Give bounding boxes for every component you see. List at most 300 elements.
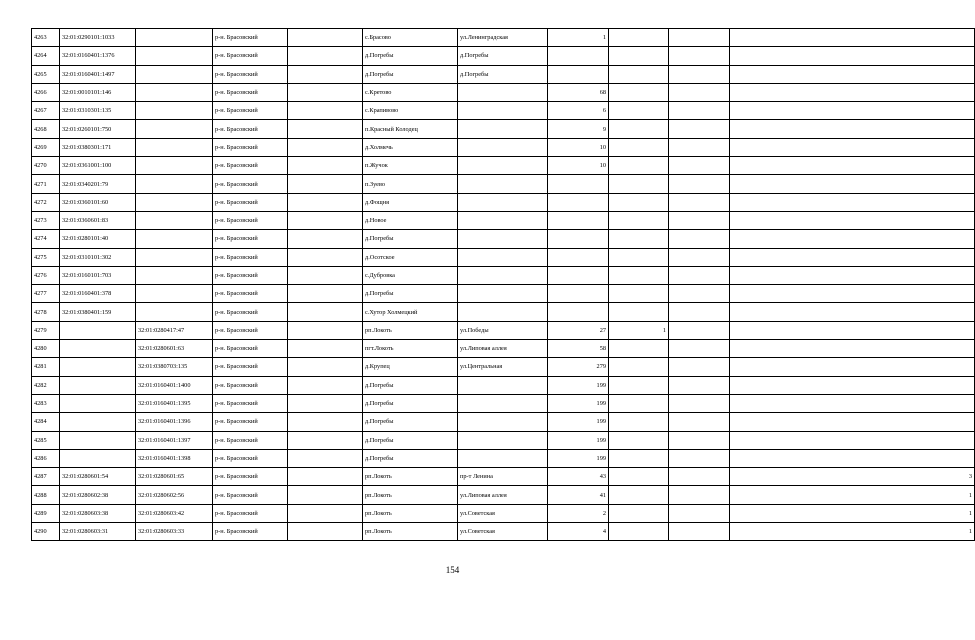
table-row	[32, 175, 975, 193]
cell-street	[458, 120, 548, 138]
cell-house-number: 68	[548, 83, 609, 101]
cell-record-number: 4273	[32, 211, 60, 229]
cell-cadastral-number	[60, 431, 136, 449]
cell-column-10	[669, 468, 730, 486]
cell-building	[609, 230, 669, 248]
cell-street	[458, 266, 548, 284]
cell-settlement: д.Крупец	[363, 358, 458, 376]
cell-column-10	[669, 102, 730, 120]
cell-settlement: рп.Локоть	[363, 523, 458, 541]
cell-column-5	[288, 431, 363, 449]
table-row	[32, 248, 975, 266]
cell-building	[609, 413, 669, 431]
cell-column-11	[730, 230, 975, 248]
cell-house-number	[548, 65, 609, 83]
cell-house-number: 279	[548, 358, 609, 376]
cell-column-10	[669, 211, 730, 229]
cell-column-11	[730, 193, 975, 211]
table-row	[32, 47, 975, 65]
cell-column-5	[288, 211, 363, 229]
cell-column-10	[669, 376, 730, 394]
cell-column-11	[730, 303, 975, 321]
cell-column-11	[730, 120, 975, 138]
cell-column-11	[730, 211, 975, 229]
cell-settlement: д.Погребы	[363, 47, 458, 65]
cell-district: р-н. Брасовский	[213, 120, 288, 138]
cell-district: р-н. Брасовский	[213, 504, 288, 522]
cell-settlement: д.Холмечь	[363, 138, 458, 156]
cell-street	[458, 157, 548, 175]
cell-building	[609, 266, 669, 284]
cell-cadastral-number: 32:01:0380301:171	[60, 138, 136, 156]
cell-district: р-н. Брасовский	[213, 468, 288, 486]
cell-district: р-н. Брасовский	[213, 102, 288, 120]
cell-district: р-н. Брасовский	[213, 394, 288, 412]
cell-cadastral-number: 32:01:0310301:135	[60, 102, 136, 120]
cell-building	[609, 358, 669, 376]
registry-table	[31, 28, 975, 541]
cell-column-11	[730, 321, 975, 339]
cell-street: ул.Центральная	[458, 358, 548, 376]
cell-street	[458, 449, 548, 467]
cell-district: р-н. Брасовский	[213, 486, 288, 504]
cell-column-5	[288, 523, 363, 541]
cell-building	[609, 285, 669, 303]
cell-street	[458, 83, 548, 101]
cell-column-5	[288, 504, 363, 522]
cell-column-10	[669, 358, 730, 376]
cell-column-10	[669, 120, 730, 138]
cell-column-5	[288, 193, 363, 211]
cell-parent-cadastral-number: 32:01:0280603:33	[136, 523, 213, 541]
cell-parent-cadastral-number: 32:01:0280602:56	[136, 486, 213, 504]
cell-record-number: 4277	[32, 285, 60, 303]
cell-street	[458, 431, 548, 449]
cell-column-5	[288, 248, 363, 266]
cell-cadastral-number: 32:01:0280101:40	[60, 230, 136, 248]
cell-record-number: 4265	[32, 65, 60, 83]
cell-building	[609, 394, 669, 412]
table-row	[32, 102, 975, 120]
cell-settlement: п.Зуево	[363, 175, 458, 193]
cell-building	[609, 193, 669, 211]
table-row	[32, 431, 975, 449]
cell-settlement: д.Погребы	[363, 376, 458, 394]
cell-district: р-н. Брасовский	[213, 303, 288, 321]
cell-column-5	[288, 468, 363, 486]
cell-house-number: 199	[548, 449, 609, 467]
cell-building	[609, 83, 669, 101]
cell-column-5	[288, 394, 363, 412]
cell-house-number: 1	[548, 29, 609, 47]
cell-column-10	[669, 157, 730, 175]
cell-district: р-н. Брасовский	[213, 193, 288, 211]
cell-record-number: 4281	[32, 358, 60, 376]
cell-record-number: 4289	[32, 504, 60, 522]
cell-record-number: 4275	[32, 248, 60, 266]
cell-settlement: п.Красный Колодец	[363, 120, 458, 138]
cell-record-number: 4286	[32, 449, 60, 467]
cell-record-number: 4283	[32, 394, 60, 412]
cell-column-5	[288, 266, 363, 284]
cell-parent-cadastral-number	[136, 248, 213, 266]
cell-house-number: 27	[548, 321, 609, 339]
cell-settlement: д.Фощня	[363, 193, 458, 211]
cell-parent-cadastral-number: 32:01:0160401:1397	[136, 431, 213, 449]
cell-record-number: 4282	[32, 376, 60, 394]
cell-parent-cadastral-number	[136, 157, 213, 175]
cell-parent-cadastral-number: 32:01:0280417:47	[136, 321, 213, 339]
cell-column-5	[288, 376, 363, 394]
cell-building	[609, 175, 669, 193]
cell-building	[609, 29, 669, 47]
cell-settlement: с.Дубровка	[363, 266, 458, 284]
cell-building	[609, 138, 669, 156]
cell-column-10	[669, 413, 730, 431]
cell-parent-cadastral-number	[136, 303, 213, 321]
cell-district: р-н. Брасовский	[213, 449, 288, 467]
cell-column-5	[288, 102, 363, 120]
cell-house-number: 58	[548, 340, 609, 358]
cell-parent-cadastral-number: 32:01:0280601:63	[136, 340, 213, 358]
cell-house-number	[548, 175, 609, 193]
cell-record-number: 4276	[32, 266, 60, 284]
cell-district: р-н. Брасовский	[213, 248, 288, 266]
cell-street	[458, 376, 548, 394]
cell-column-10	[669, 394, 730, 412]
cell-column-10	[669, 504, 730, 522]
table-row	[32, 120, 975, 138]
cell-column-5	[288, 358, 363, 376]
cell-column-5	[288, 303, 363, 321]
cell-record-number: 4279	[32, 321, 60, 339]
cell-street	[458, 211, 548, 229]
cell-street	[458, 413, 548, 431]
cell-column-10	[669, 285, 730, 303]
table-row	[32, 413, 975, 431]
cell-street	[458, 303, 548, 321]
cell-parent-cadastral-number	[136, 47, 213, 65]
cell-column-11	[730, 285, 975, 303]
cell-column-5	[288, 486, 363, 504]
cell-building	[609, 449, 669, 467]
table-row	[32, 157, 975, 175]
cell-column-11	[730, 102, 975, 120]
table-row	[32, 394, 975, 412]
cell-record-number: 4284	[32, 413, 60, 431]
cell-settlement: д.Новое	[363, 211, 458, 229]
cell-settlement: рп.Локоть	[363, 321, 458, 339]
cell-building	[609, 303, 669, 321]
cell-settlement: д.Погребы	[363, 65, 458, 83]
cell-column-10	[669, 321, 730, 339]
cell-street: д.Погребы	[458, 65, 548, 83]
cell-street: пр-т Ленина	[458, 468, 548, 486]
cell-record-number: 4285	[32, 431, 60, 449]
cell-column-11	[730, 83, 975, 101]
cell-column-10	[669, 230, 730, 248]
cell-house-number: 2	[548, 504, 609, 522]
table-row	[32, 83, 975, 101]
cell-building	[609, 248, 669, 266]
cell-column-10	[669, 266, 730, 284]
cell-column-5	[288, 47, 363, 65]
cell-street	[458, 230, 548, 248]
cell-settlement: д.Погребы	[363, 431, 458, 449]
cell-column-10	[669, 303, 730, 321]
cell-column-5	[288, 230, 363, 248]
cell-cadastral-number: 32:01:0160401:1376	[60, 47, 136, 65]
cell-house-number: 199	[548, 394, 609, 412]
cell-parent-cadastral-number	[136, 102, 213, 120]
cell-column-11	[730, 157, 975, 175]
page-number: 154	[445, 565, 460, 575]
cell-house-number	[548, 285, 609, 303]
cell-settlement: д.Погребы	[363, 449, 458, 467]
table-row	[32, 303, 975, 321]
cell-district: р-н. Брасовский	[213, 175, 288, 193]
cell-column-10	[669, 431, 730, 449]
cell-cadastral-number: 32:01:0280602:38	[60, 486, 136, 504]
cell-record-number: 4269	[32, 138, 60, 156]
cell-district: р-н. Брасовский	[213, 138, 288, 156]
cell-street: ул.Советская	[458, 504, 548, 522]
table-row	[32, 486, 975, 504]
cell-district: р-н. Брасовский	[213, 211, 288, 229]
cell-record-number: 4278	[32, 303, 60, 321]
cell-column-5	[288, 157, 363, 175]
cell-column-5	[288, 138, 363, 156]
cell-parent-cadastral-number	[136, 193, 213, 211]
cell-column-11	[730, 394, 975, 412]
cell-building	[609, 486, 669, 504]
cell-column-11	[730, 358, 975, 376]
cell-cadastral-number	[60, 376, 136, 394]
cell-record-number: 4270	[32, 157, 60, 175]
cell-parent-cadastral-number	[136, 285, 213, 303]
cell-district: р-н. Брасовский	[213, 29, 288, 47]
table-row	[32, 358, 975, 376]
cell-house-number: 43	[548, 468, 609, 486]
cell-parent-cadastral-number	[136, 138, 213, 156]
cell-district: р-н. Брасовский	[213, 358, 288, 376]
cell-parent-cadastral-number	[136, 175, 213, 193]
cell-parent-cadastral-number	[136, 120, 213, 138]
cell-street	[458, 102, 548, 120]
table-row	[32, 523, 975, 541]
cell-building	[609, 157, 669, 175]
cell-cadastral-number	[60, 340, 136, 358]
cell-record-number: 4288	[32, 486, 60, 504]
cell-settlement: п.Жучок	[363, 157, 458, 175]
cell-cadastral-number: 32:01:0280603:31	[60, 523, 136, 541]
cell-settlement: с.Хутор Холмецкий	[363, 303, 458, 321]
cell-district: р-н. Брасовский	[213, 285, 288, 303]
cell-record-number: 4287	[32, 468, 60, 486]
cell-column-5	[288, 413, 363, 431]
cell-parent-cadastral-number: 32:01:0160401:1398	[136, 449, 213, 467]
cell-building	[609, 504, 669, 522]
cell-column-11	[730, 65, 975, 83]
cell-parent-cadastral-number: 32:01:0160401:1400	[136, 376, 213, 394]
cell-column-11	[730, 47, 975, 65]
cell-cadastral-number: 32:01:0340201:79	[60, 175, 136, 193]
cell-cadastral-number	[60, 449, 136, 467]
cell-record-number: 4272	[32, 193, 60, 211]
cell-column-11	[730, 449, 975, 467]
cell-settlement: с.Крапивово	[363, 102, 458, 120]
cell-cadastral-number: 32:01:0360601:83	[60, 211, 136, 229]
table-row	[32, 138, 975, 156]
cell-district: р-н. Брасовский	[213, 321, 288, 339]
cell-house-number: 6	[548, 102, 609, 120]
cell-house-number: 41	[548, 486, 609, 504]
cell-column-11	[730, 248, 975, 266]
cell-parent-cadastral-number	[136, 83, 213, 101]
cell-district: р-н. Брасовский	[213, 157, 288, 175]
cell-column-10	[669, 193, 730, 211]
cell-street	[458, 248, 548, 266]
cell-cadastral-number: 32:01:0290101:1033	[60, 29, 136, 47]
cell-building	[609, 102, 669, 120]
cell-column-5	[288, 120, 363, 138]
cell-column-11: 1	[730, 504, 975, 522]
cell-house-number	[548, 266, 609, 284]
cell-column-11	[730, 266, 975, 284]
table-row	[32, 65, 975, 83]
cell-column-5	[288, 340, 363, 358]
cell-settlement: д.Погребы	[363, 285, 458, 303]
cell-house-number	[548, 211, 609, 229]
cell-street	[458, 175, 548, 193]
table-row	[32, 230, 975, 248]
table-row	[32, 449, 975, 467]
cell-column-11: 3	[730, 468, 975, 486]
cell-column-5	[288, 29, 363, 47]
cell-house-number: 10	[548, 157, 609, 175]
cell-column-10	[669, 449, 730, 467]
cell-settlement: рп.Локоть	[363, 468, 458, 486]
cell-cadastral-number: 32:01:0160401:378	[60, 285, 136, 303]
table-row	[32, 340, 975, 358]
cell-parent-cadastral-number	[136, 266, 213, 284]
cell-street: д.Погребы	[458, 47, 548, 65]
cell-parent-cadastral-number	[136, 65, 213, 83]
cell-building	[609, 120, 669, 138]
cell-column-11: 1	[730, 523, 975, 541]
cell-house-number	[548, 230, 609, 248]
cell-parent-cadastral-number: 32:01:0380703:135	[136, 358, 213, 376]
cell-district: р-н. Брасовский	[213, 376, 288, 394]
cell-settlement: д.Погребы	[363, 394, 458, 412]
cell-district: р-н. Брасовский	[213, 523, 288, 541]
cell-cadastral-number: 32:01:0361001:100	[60, 157, 136, 175]
cell-street: ул.Советская	[458, 523, 548, 541]
table-row	[32, 468, 975, 486]
cell-column-11	[730, 431, 975, 449]
table-body	[32, 29, 975, 541]
cell-cadastral-number	[60, 413, 136, 431]
cell-cadastral-number	[60, 358, 136, 376]
cell-street	[458, 138, 548, 156]
cell-street	[458, 394, 548, 412]
cell-record-number: 4280	[32, 340, 60, 358]
cell-column-11	[730, 138, 975, 156]
cell-house-number: 199	[548, 413, 609, 431]
cell-column-10	[669, 175, 730, 193]
cell-building: 1	[609, 321, 669, 339]
cell-column-5	[288, 285, 363, 303]
cell-record-number: 4264	[32, 47, 60, 65]
cell-record-number: 4266	[32, 83, 60, 101]
cell-settlement: с.Брасово	[363, 29, 458, 47]
cell-column-5	[288, 65, 363, 83]
cell-record-number: 4290	[32, 523, 60, 541]
cell-settlement: рп.Локоть	[363, 486, 458, 504]
cell-column-11	[730, 175, 975, 193]
cell-cadastral-number: 32:01:0160101:703	[60, 266, 136, 284]
table-row	[32, 266, 975, 284]
cell-district: р-н. Брасовский	[213, 83, 288, 101]
cell-district: р-н. Брасовский	[213, 47, 288, 65]
table-row	[32, 193, 975, 211]
cell-street: ул.Липовая аллея	[458, 340, 548, 358]
cell-house-number	[548, 303, 609, 321]
cell-settlement: с.Кретово	[363, 83, 458, 101]
cell-street: ул.Победы	[458, 321, 548, 339]
cell-column-10	[669, 83, 730, 101]
cell-column-5	[288, 175, 363, 193]
cell-district: р-н. Брасовский	[213, 340, 288, 358]
cell-parent-cadastral-number	[136, 211, 213, 229]
cell-building	[609, 431, 669, 449]
cell-house-number: 199	[548, 376, 609, 394]
cell-parent-cadastral-number	[136, 230, 213, 248]
cell-column-10	[669, 486, 730, 504]
cell-column-10	[669, 47, 730, 65]
cell-cadastral-number: 32:01:0360101:60	[60, 193, 136, 211]
table-row	[32, 321, 975, 339]
cell-building	[609, 65, 669, 83]
cell-street: ул.Ленинградская	[458, 29, 548, 47]
table-row	[32, 504, 975, 522]
cell-street	[458, 285, 548, 303]
cell-district: р-н. Брасовский	[213, 266, 288, 284]
cell-parent-cadastral-number: 32:01:0160401:1396	[136, 413, 213, 431]
cell-column-10	[669, 340, 730, 358]
cell-building	[609, 211, 669, 229]
cell-record-number: 4271	[32, 175, 60, 193]
cell-parent-cadastral-number: 32:01:0280603:42	[136, 504, 213, 522]
cell-building	[609, 523, 669, 541]
cell-column-11	[730, 29, 975, 47]
cell-building	[609, 340, 669, 358]
cell-cadastral-number: 32:01:0280603:38	[60, 504, 136, 522]
cell-cadastral-number: 32:01:0310101:302	[60, 248, 136, 266]
cell-record-number: 4267	[32, 102, 60, 120]
cell-column-11	[730, 376, 975, 394]
cell-building	[609, 468, 669, 486]
cell-cadastral-number	[60, 321, 136, 339]
table-row	[32, 285, 975, 303]
cell-house-number: 199	[548, 431, 609, 449]
cell-column-10	[669, 248, 730, 266]
table-row	[32, 29, 975, 47]
cell-district: р-н. Брасовский	[213, 230, 288, 248]
cell-parent-cadastral-number: 32:01:0280601:65	[136, 468, 213, 486]
cell-record-number: 4268	[32, 120, 60, 138]
cell-column-11	[730, 413, 975, 431]
